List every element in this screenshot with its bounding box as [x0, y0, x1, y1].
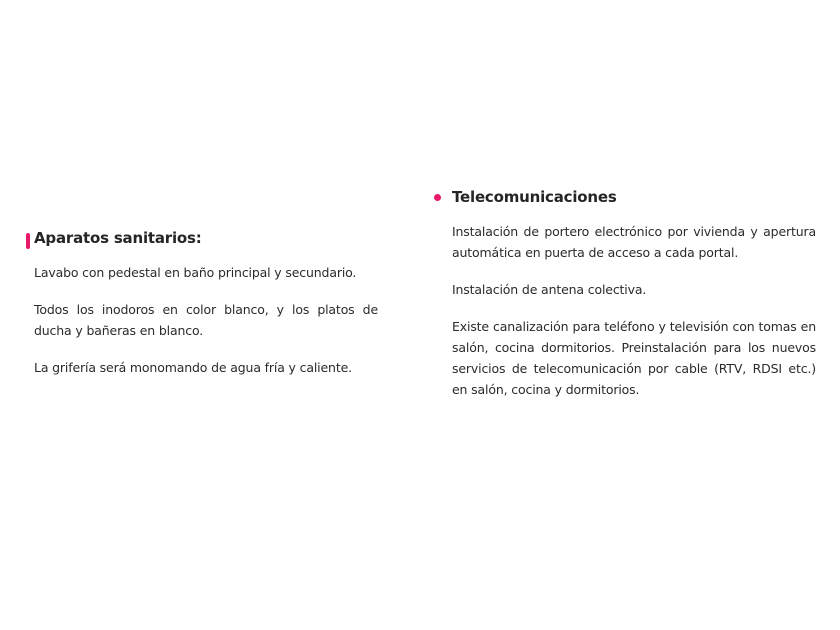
- telecom-paragraph: Instalación de portero electrónico por vivienda y apertura automática en puerta de acceso a cada portal.: [452, 224, 816, 260]
- telecom-heading: [436, 187, 816, 207]
- sanitary-section: [34, 226, 378, 394]
- sanitary-heading: [34, 226, 378, 248]
- bullet-bar-icon: [26, 233, 30, 249]
- bullet-dot-icon: [434, 194, 441, 201]
- telecom-section: [436, 187, 816, 416]
- telecom-body: [436, 221, 816, 400]
- sanitary-paragraph: La grifería será monomando de agua fría y caliente.: [34, 360, 352, 375]
- telecom-title: Telecomunicaciones: [452, 188, 617, 206]
- telecom-paragraph: Existe canalización para teléfono y televisión con tomas en salón, cocina dormitorios. Preinstalación para los nuevos servicios de telecomunicación por cable (RTV, RDSI etc.) en salón, cocina y dormitorios.: [452, 319, 816, 397]
- sanitary-title: Aparatos sanitarios:: [34, 229, 202, 247]
- sanitary-paragraph: Todos los inodoros en color blanco, y los platos de ducha y bañeras en blanco.: [34, 302, 378, 338]
- telecom-paragraph: Instalación de antena colectiva.: [452, 282, 647, 297]
- sanitary-paragraph: Lavabo con pedestal en baño principal y secundario.: [34, 265, 357, 280]
